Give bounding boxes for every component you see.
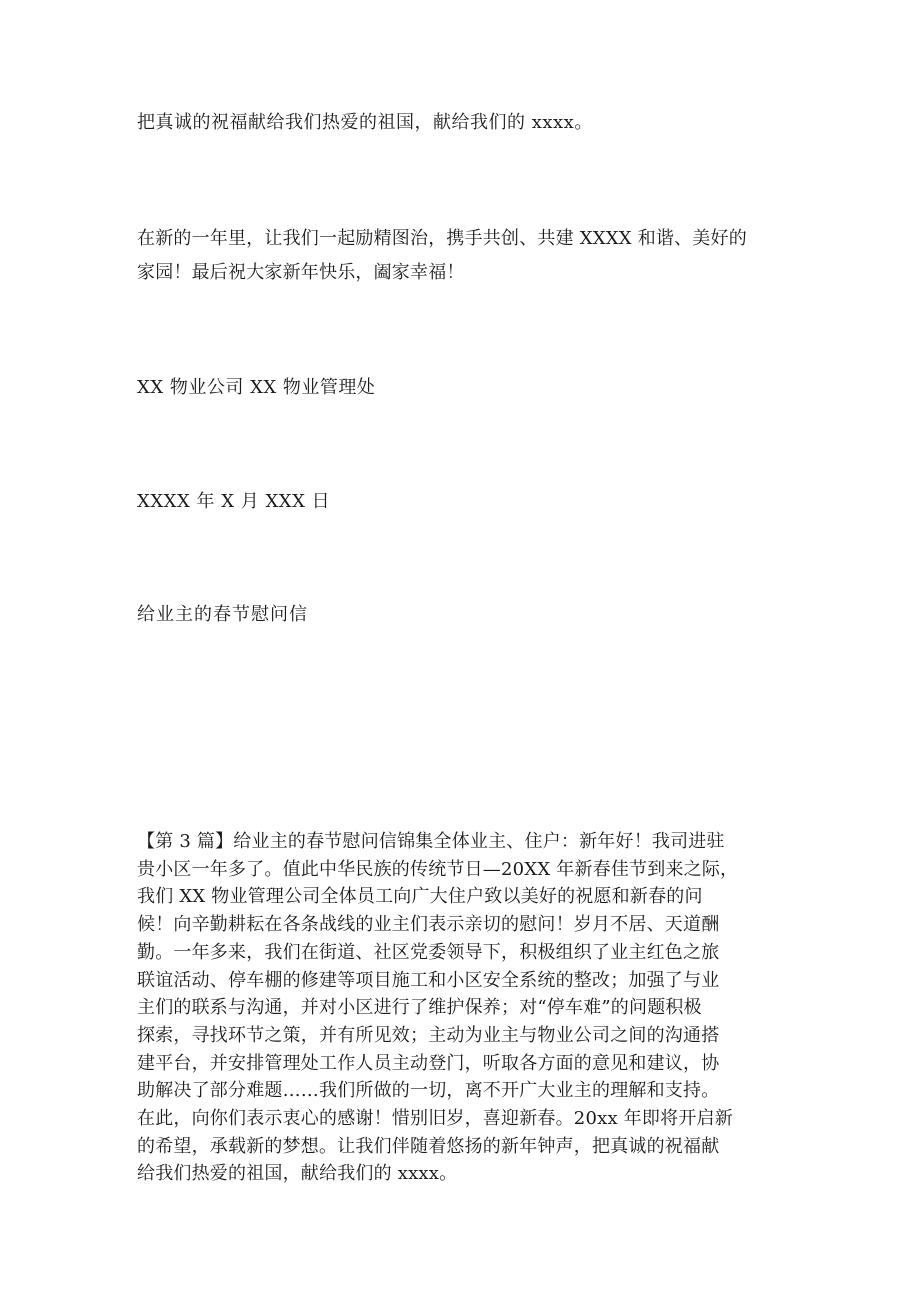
paragraph-line: 给我们热爱的祖国，献给我们的 xxxx。	[137, 1163, 458, 1185]
paragraph-line: 助解决了部分难题……我们所做的一切，离不开广大业主的理解和支持。	[137, 1080, 720, 1102]
new-year-paragraph	[137, 222, 792, 290]
paragraph-line: 勤。一年多来，我们在街道、社区党委领导下，积极组织了业主红色之旅	[137, 941, 720, 963]
paragraph-line: 候！向辛勤耕耘在各条战线的业主们表示亲切的慰问！岁月不居、天道酬	[137, 914, 720, 936]
letter-body-paragraph	[137, 828, 792, 1188]
paragraph-line: 的希望，承载新的梦想。让我们伴随着悠扬的新年钟声，把真诚的祝福献	[137, 1135, 720, 1157]
paragraph-line: 在新的一年里，让我们一起励精图治，携手共创、共建 XXXX 和谐、美好的	[137, 228, 747, 249]
paragraph-line: 家园！最后祝大家新年快乐，阖家幸福！	[137, 262, 465, 283]
paragraph-line: 在此，向你们表示衷心的感谢！惜别旧岁，喜迎新春。20xx 年即将开启新	[137, 1108, 733, 1130]
date-line: XXXX 年 X 月 XXX 日	[137, 491, 331, 512]
signature-line: XX 物业公司 XX 物业管理处	[137, 377, 376, 398]
paragraph-line: 探索，寻找环节之策，并有所见效；主动为业主与物业公司之间的沟通搭	[137, 1024, 720, 1046]
paragraph-line: 联谊活动、停车棚的修建等项目施工和小区安全系统的整改；加强了与业	[137, 969, 720, 991]
closing-line: 把真诚的祝福献给我们热爱的祖国，献给我们的 xxxx。	[137, 112, 593, 133]
paragraph-line: 贵小区一年多了。值此中华民族的传统节日—20XX 年新春佳节到来之际，	[137, 858, 739, 880]
letter-heading: 给业主的春节慰问信	[137, 604, 308, 625]
paragraph-line: 建平台，并安排管理处工作人员主动登门，听取各方面的意见和建议，协	[137, 1052, 720, 1074]
paragraph-line: 【第 3 篇】给业主的春节慰问信锦集全体业主、住户：新年好！我司进驻	[137, 831, 725, 852]
paragraph-line: 主们的联系与沟通，并对小区进行了维护保养；对“停车难”的问题积极	[137, 997, 702, 1019]
paragraph-line: 我们 XX 物业管理公司全体员工向广大住户致以美好的祝愿和新春的问	[137, 886, 703, 908]
